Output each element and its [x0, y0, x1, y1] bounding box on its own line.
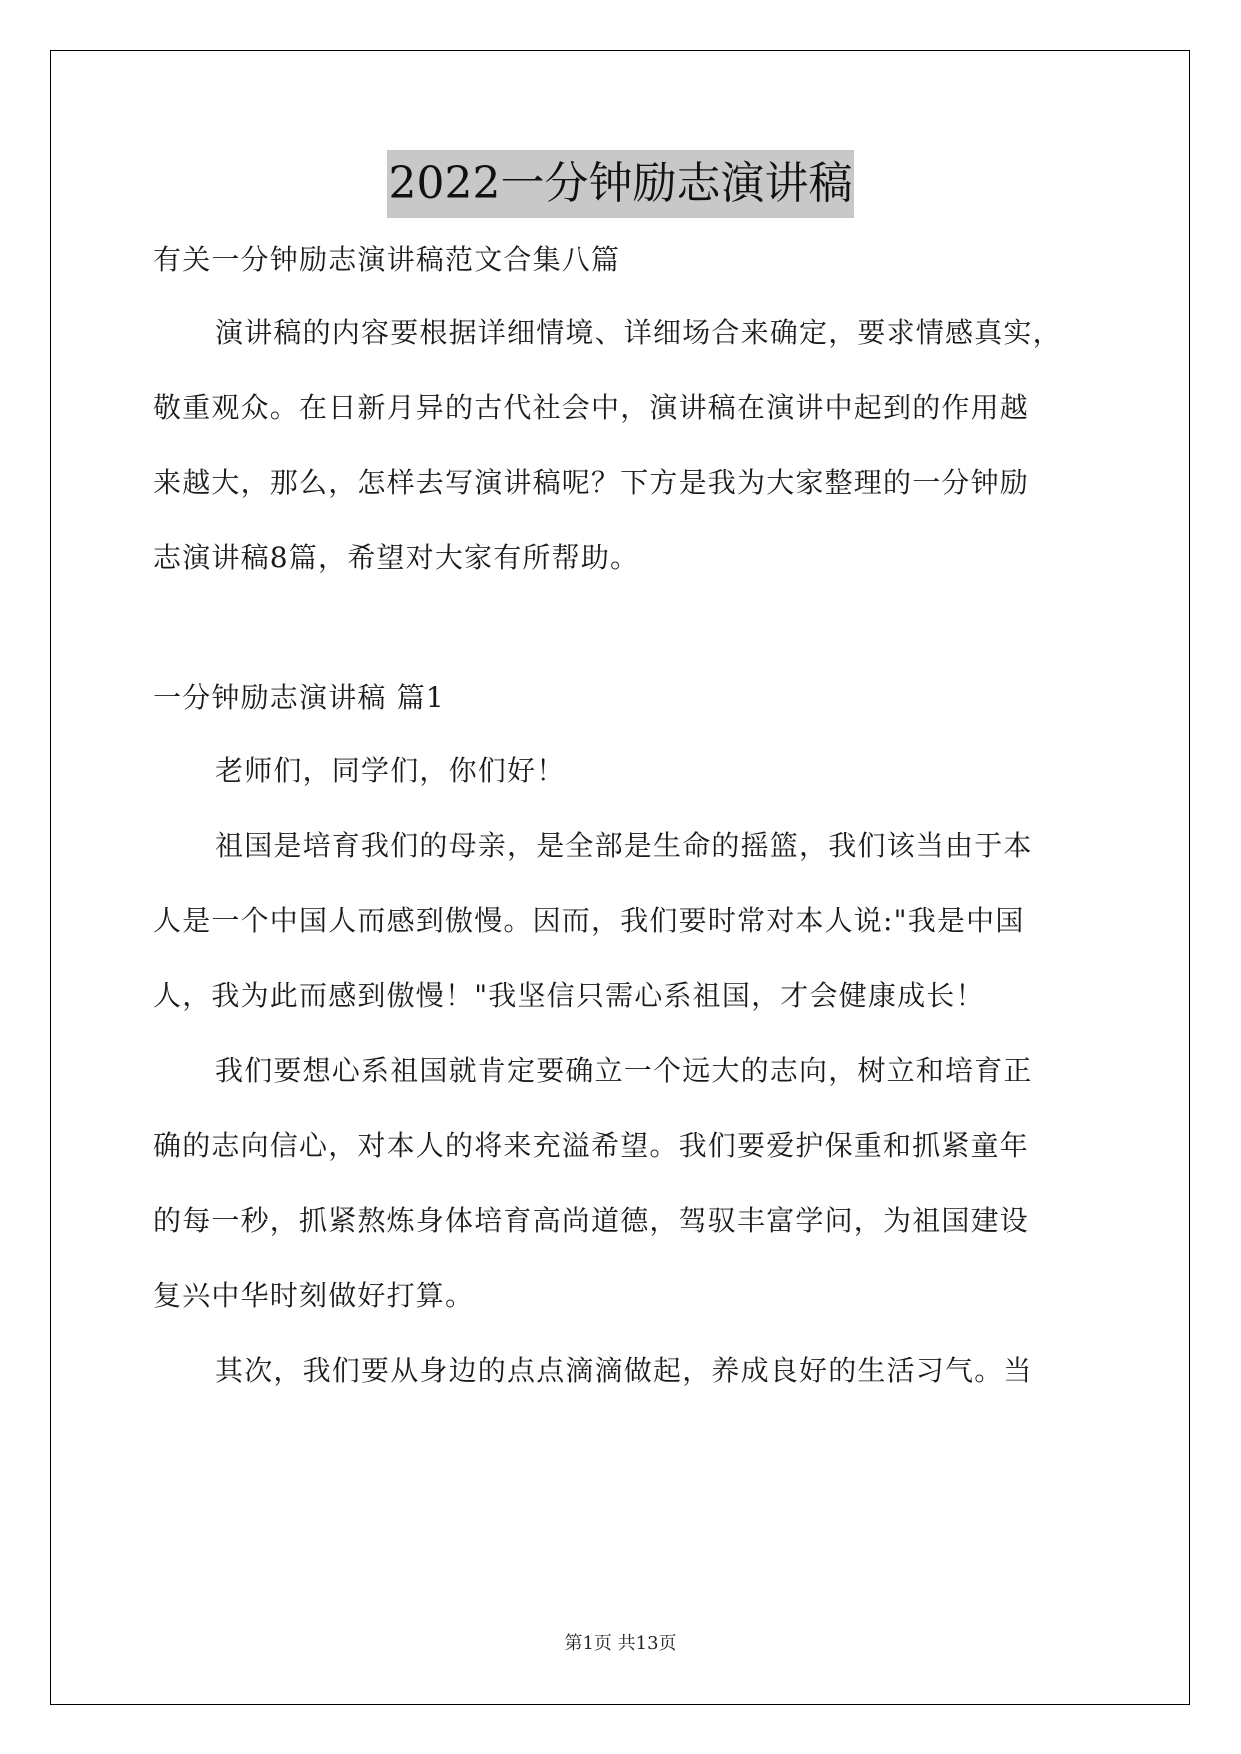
paragraph2-line-4: 复兴中华时刻做好打算。 — [153, 1279, 475, 1312]
paragraph1-line-2: 人是一个中国人而感到傲慢。因而，我们要时常对本人说:"我是中国 — [153, 904, 1025, 937]
page-border — [50, 50, 1190, 1705]
intro-line-3: 来越大，那么，怎样去写演讲稿呢？下方是我为大家整理的一分钟励 — [153, 466, 1030, 499]
paragraph2-line-3: 的每一秒，抓紧熬炼身体培育高尚道德，驾驭丰富学问，为祖国建设 — [153, 1204, 1030, 1237]
intro-line-2: 敬重观众。在日新月异的古代社会中，演讲稿在演讲中起到的作用越 — [153, 391, 1030, 424]
section-heading: 一分钟励志演讲稿 篇1 — [153, 681, 445, 714]
page-footer: 第1页 共13页 — [564, 1633, 677, 1654]
document-title: 2022一分钟励志演讲稿 — [387, 150, 855, 218]
paragraph1-line-3: 人，我为此而感到傲慢！"我坚信只需心系祖国，才会健康成长！ — [153, 979, 985, 1012]
paragraph2-line-1: 我们要想心系祖国就肯定要确立一个远大的志向，树立和培育正 — [215, 1054, 1033, 1087]
title-container — [0, 150, 1241, 218]
paragraph2-line-2: 确的志向信心，对本人的将来充溢希望。我们要爱护保重和抓紧童年 — [153, 1129, 1030, 1162]
paragraph1-line-1: 祖国是培育我们的母亲，是全部是生命的摇篮，我们该当由于本 — [215, 829, 1033, 862]
document-subtitle: 有关一分钟励志演讲稿范文合集八篇 — [153, 243, 621, 276]
intro-line-4: 志演讲稿8篇，希望对大家有所帮助。 — [153, 541, 640, 574]
greeting: 老师们，同学们，你们好！ — [215, 754, 566, 787]
paragraph3-line-1: 其次，我们要从身边的点点滴滴做起，养成良好的生活习气。当 — [215, 1354, 1033, 1387]
intro-line-1: 演讲稿的内容要根据详细情境、详细场合来确定，要求情感真实， — [215, 316, 1062, 349]
